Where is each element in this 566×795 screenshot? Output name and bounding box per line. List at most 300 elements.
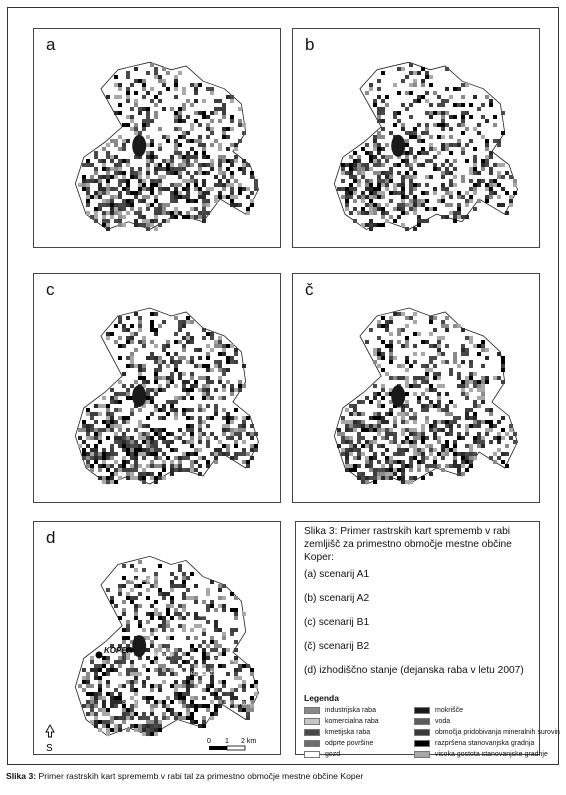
raster-cell — [178, 163, 182, 167]
raster-cell — [409, 432, 413, 436]
raster-cell — [114, 472, 118, 476]
panel-letter-b: b — [305, 35, 315, 54]
raster-cell — [437, 111, 441, 115]
raster-cell — [118, 87, 122, 91]
raster-cell — [337, 428, 341, 432]
raster-cell — [106, 436, 110, 440]
raster-cell — [110, 215, 114, 219]
raster-cell — [150, 312, 154, 316]
raster-cell — [409, 468, 413, 472]
raster-cell — [226, 452, 230, 456]
raster-cell — [469, 103, 473, 107]
raster-cell — [218, 396, 222, 400]
raster-cell — [178, 464, 182, 468]
raster-cell — [150, 143, 154, 147]
raster-cell — [194, 448, 198, 452]
raster-cell — [118, 179, 122, 183]
raster-cell — [429, 424, 433, 428]
raster-cell — [381, 107, 385, 111]
raster-cell — [377, 111, 381, 115]
raster-cell — [114, 432, 118, 436]
raster-cell — [202, 183, 206, 187]
raster-cell — [489, 191, 493, 195]
raster-cell — [90, 163, 94, 167]
raster-cell — [429, 147, 433, 151]
raster-cell — [413, 175, 417, 179]
raster-cell — [166, 400, 170, 404]
raster-cell — [433, 460, 437, 464]
raster-cell — [218, 155, 222, 159]
raster-cell — [341, 432, 345, 436]
caption-legend-box — [295, 521, 560, 758]
raster-cell — [102, 199, 106, 203]
raster-cell — [166, 444, 170, 448]
raster-cell — [118, 336, 122, 340]
legend-label: območja pridobivanja mineralnih surovin — [435, 729, 560, 736]
raster-cell — [190, 436, 194, 440]
raster-cell — [361, 175, 365, 179]
raster-cell — [421, 95, 425, 99]
raster-cell — [469, 171, 473, 175]
raster-cell — [413, 320, 417, 324]
raster-cell — [393, 436, 397, 440]
raster-cell — [369, 227, 373, 231]
raster-cell — [178, 376, 182, 380]
raster-cell — [226, 95, 230, 99]
raster-cell — [405, 139, 409, 143]
raster-cell — [138, 107, 142, 111]
raster-cell — [130, 119, 134, 123]
raster-cell — [441, 111, 445, 115]
raster-cell — [381, 183, 385, 187]
raster-cell — [234, 388, 238, 392]
koper-city-dot — [96, 652, 103, 659]
raster-cell — [182, 408, 186, 412]
raster-cell — [405, 344, 409, 348]
raster-cell — [413, 195, 417, 199]
raster-cell — [142, 448, 146, 452]
raster-cell — [210, 159, 214, 163]
raster-cell — [373, 195, 377, 199]
raster-cell — [409, 476, 413, 480]
raster-cell — [134, 219, 138, 223]
raster-cell — [150, 444, 154, 448]
raster-cell — [202, 420, 206, 424]
raster-cell — [465, 203, 469, 207]
raster-cell — [138, 424, 142, 428]
raster-cell — [357, 400, 361, 404]
raster-cell — [118, 436, 122, 440]
raster-cell — [369, 328, 373, 332]
raster-cell — [481, 135, 485, 139]
raster-cell — [166, 412, 170, 416]
raster-cell — [238, 380, 242, 384]
raster-cell — [182, 159, 186, 163]
raster-cell — [114, 400, 118, 404]
raster-cell — [190, 464, 194, 468]
raster-cell — [381, 179, 385, 183]
raster-cell — [182, 163, 186, 167]
raster-cell — [166, 384, 170, 388]
raster-cell — [381, 368, 385, 372]
raster-cell — [198, 388, 202, 392]
raster-cell — [481, 392, 485, 396]
raster-cell — [357, 452, 361, 456]
raster-cell — [449, 424, 453, 428]
raster-cell — [178, 171, 182, 175]
raster-cell — [154, 376, 158, 380]
raster-cell — [401, 376, 405, 380]
raster-cell — [457, 215, 461, 219]
raster-cell — [413, 203, 417, 207]
raster-cell — [118, 191, 122, 195]
raster-cell — [501, 203, 505, 207]
water-body — [132, 135, 146, 157]
raster-cell — [198, 195, 202, 199]
raster-cell — [373, 135, 377, 139]
raster-cell — [345, 460, 349, 464]
raster-cell — [453, 460, 457, 464]
raster-cell — [469, 139, 473, 143]
raster-cell — [222, 372, 226, 376]
raster-cell — [393, 207, 397, 211]
raster-cell — [389, 332, 393, 336]
raster-cell — [150, 155, 154, 159]
raster-cell — [381, 468, 385, 472]
raster-cell — [377, 404, 381, 408]
raster-cell — [461, 83, 465, 87]
raster-cell — [349, 448, 353, 452]
raster-cell — [381, 436, 385, 440]
raster-cell — [389, 352, 393, 356]
raster-cell — [485, 420, 489, 424]
raster-cell — [449, 183, 453, 187]
raster-cell — [174, 400, 178, 404]
raster-cell — [417, 199, 421, 203]
raster-cell — [234, 147, 238, 151]
raster-cell — [146, 432, 150, 436]
raster-cell — [457, 143, 461, 147]
raster-cell — [485, 159, 489, 163]
raster-cell — [401, 123, 405, 127]
raster-cell — [238, 119, 242, 123]
raster-cell — [174, 316, 178, 320]
raster-cell — [226, 360, 230, 364]
raster-cell — [218, 195, 222, 199]
raster-cell — [401, 207, 405, 211]
raster-cell — [114, 392, 118, 396]
raster-cell — [385, 460, 389, 464]
raster-cell — [82, 452, 86, 456]
raster-cell — [238, 436, 242, 440]
raster-cell — [122, 139, 126, 143]
raster-cell — [469, 115, 473, 119]
raster-cell — [134, 332, 138, 336]
raster-cell — [194, 155, 198, 159]
raster-cell — [405, 203, 409, 207]
raster-cell — [489, 187, 493, 191]
legend-swatch — [414, 729, 430, 736]
raster-cell — [238, 139, 242, 143]
raster-cell — [170, 211, 174, 215]
raster-cell — [110, 332, 114, 336]
raster-cell — [242, 424, 246, 428]
raster-cell — [441, 171, 445, 175]
raster-cell — [170, 195, 174, 199]
raster-cell — [174, 364, 178, 368]
raster-cell — [218, 364, 222, 368]
raster-cell — [90, 195, 94, 199]
raster-cell — [198, 432, 202, 436]
raster-cell — [441, 384, 445, 388]
raster-cell — [453, 416, 457, 420]
raster-cell — [182, 135, 186, 139]
raster-cell — [421, 79, 425, 83]
raster-cell — [118, 147, 122, 151]
raster-cell — [234, 416, 238, 420]
raster-cell — [234, 360, 238, 364]
legend-label: razpršena stanovanjska gradnja — [435, 740, 535, 747]
raster-cell — [365, 143, 369, 147]
raster-cell — [421, 440, 425, 444]
raster-cell — [134, 91, 138, 95]
raster-cell — [473, 452, 477, 456]
raster-cell — [174, 396, 178, 400]
raster-cell — [433, 456, 437, 460]
raster-cell — [477, 384, 481, 388]
raster-cell — [190, 215, 194, 219]
raster-cell — [202, 219, 206, 223]
raster-cell — [417, 99, 421, 103]
raster-cell — [489, 195, 493, 199]
raster-cell — [134, 456, 138, 460]
raster-cell — [82, 179, 86, 183]
raster-cell — [373, 147, 377, 151]
raster-cell — [341, 187, 345, 191]
raster-cell — [401, 183, 405, 187]
raster-cell — [130, 440, 134, 444]
raster-cell — [86, 436, 90, 440]
raster-cell — [489, 428, 493, 432]
raster-cell — [381, 207, 385, 211]
raster-cell — [250, 203, 254, 207]
raster-cell — [349, 191, 353, 195]
raster-cell — [170, 163, 174, 167]
raster-cell — [146, 424, 150, 428]
raster-cell — [198, 139, 202, 143]
raster-cell — [158, 416, 162, 420]
raster-cell — [441, 147, 445, 151]
raster-cell — [465, 452, 469, 456]
raster-cell — [377, 115, 381, 119]
raster-cell — [457, 364, 461, 368]
raster-cell — [82, 187, 86, 191]
place-label-bertoki: Bertoki — [152, 652, 173, 659]
raster-cell — [425, 468, 429, 472]
raster-cell — [421, 452, 425, 456]
raster-cell — [150, 179, 154, 183]
raster-cell — [138, 420, 142, 424]
raster-cell — [449, 432, 453, 436]
raster-cell — [461, 456, 465, 460]
raster-cell — [154, 408, 158, 412]
raster-cell — [345, 191, 349, 195]
raster-cell — [234, 428, 238, 432]
raster-cell — [409, 199, 413, 203]
raster-cell — [477, 436, 481, 440]
legend-item-razprsena — [414, 739, 534, 748]
raster-cell — [110, 396, 114, 400]
raster-cell — [202, 211, 206, 215]
raster-cell — [78, 183, 82, 187]
raster-cell — [377, 336, 381, 340]
raster-cell — [118, 163, 122, 167]
raster-cell — [421, 163, 425, 167]
raster-cell — [389, 460, 393, 464]
raster-cell — [138, 324, 142, 328]
raster-cell — [433, 163, 437, 167]
raster-cell — [142, 123, 146, 127]
raster-cell — [493, 115, 497, 119]
raster-cell — [425, 416, 429, 420]
raster-cell — [154, 328, 158, 332]
raster-cell — [206, 163, 210, 167]
raster-cell — [146, 155, 150, 159]
raster-cell — [106, 167, 110, 171]
raster-cell — [513, 432, 517, 436]
raster-cell — [397, 312, 401, 316]
raster-cell — [341, 416, 345, 420]
raster-cell — [178, 360, 182, 364]
raster-cell — [122, 456, 126, 460]
raster-cell — [226, 179, 230, 183]
raster-cell — [222, 171, 226, 175]
raster-cell — [158, 408, 162, 412]
raster-cell — [409, 183, 413, 187]
scenario-c: (c) scenarij B1 — [304, 617, 370, 628]
raster-cell — [242, 159, 246, 163]
raster-cell — [381, 71, 385, 75]
raster-cell — [477, 404, 481, 408]
raster-cell — [162, 376, 166, 380]
raster-cell — [126, 420, 130, 424]
raster-cell — [118, 215, 122, 219]
raster-cell — [194, 183, 198, 187]
raster-cell — [461, 344, 465, 348]
raster-cell — [174, 211, 178, 215]
raster-cell — [190, 336, 194, 340]
raster-cell — [489, 456, 493, 460]
raster-cell — [114, 420, 118, 424]
raster-cell — [190, 103, 194, 107]
raster-cell — [385, 219, 389, 223]
raster-cell — [425, 127, 429, 131]
raster-cell — [409, 91, 413, 95]
raster-cell — [242, 163, 246, 167]
raster-cell — [465, 127, 469, 131]
raster-cell — [114, 143, 118, 147]
raster-cell — [405, 400, 409, 404]
raster-cell — [222, 348, 226, 352]
figure-caption-label: Slika 3: — [6, 771, 37, 781]
raster-cell — [361, 147, 365, 151]
raster-cell — [445, 424, 449, 428]
raster-cell — [373, 480, 377, 484]
raster-cell — [138, 191, 142, 195]
raster-cell — [102, 456, 106, 460]
raster-cell — [202, 115, 206, 119]
raster-cell — [122, 175, 126, 179]
raster-cell — [341, 452, 345, 456]
raster-cell — [401, 127, 405, 131]
raster-cell — [202, 336, 206, 340]
raster-cell — [461, 111, 465, 115]
raster-cell — [218, 376, 222, 380]
raster-cell — [222, 135, 226, 139]
raster-cell — [377, 428, 381, 432]
raster-cell — [449, 420, 453, 424]
raster-cell — [214, 404, 218, 408]
raster-cell — [389, 171, 393, 175]
raster-cell — [453, 87, 457, 91]
raster-cell — [166, 139, 170, 143]
raster-cell — [461, 119, 465, 123]
raster-cell — [214, 452, 218, 456]
raster-cell — [114, 163, 118, 167]
raster-cell — [210, 131, 214, 135]
raster-cell — [178, 167, 182, 171]
raster-cell — [369, 87, 373, 91]
raster-cell — [190, 444, 194, 448]
raster-cell — [106, 179, 110, 183]
raster-cell — [377, 79, 381, 83]
raster-cell — [114, 460, 118, 464]
raster-cell — [377, 324, 381, 328]
raster-cell — [417, 95, 421, 99]
raster-cell — [230, 187, 234, 191]
raster-cell — [441, 448, 445, 452]
raster-cell — [349, 444, 353, 448]
raster-cell — [441, 115, 445, 119]
raster-cell — [361, 223, 365, 227]
raster-cell — [465, 412, 469, 416]
raster-cell — [98, 468, 102, 472]
raster-cell — [361, 436, 365, 440]
raster-cell — [397, 171, 401, 175]
raster-cell — [126, 392, 130, 396]
raster-cell — [421, 340, 425, 344]
raster-cell — [182, 215, 186, 219]
raster-cell — [441, 360, 445, 364]
raster-cell — [142, 215, 146, 219]
raster-cell — [246, 163, 250, 167]
raster-cell — [154, 440, 158, 444]
raster-cell — [485, 348, 489, 352]
raster-cell — [437, 384, 441, 388]
raster-cell — [138, 207, 142, 211]
raster-cell — [182, 195, 186, 199]
raster-cell — [469, 179, 473, 183]
raster-cell — [214, 183, 218, 187]
raster-cell — [361, 171, 365, 175]
raster-cell — [114, 340, 118, 344]
raster-cell — [82, 440, 86, 444]
raster-cell — [242, 123, 246, 127]
raster-cell — [82, 448, 86, 452]
raster-cell — [377, 183, 381, 187]
raster-cell — [202, 456, 206, 460]
raster-cell — [433, 376, 437, 380]
